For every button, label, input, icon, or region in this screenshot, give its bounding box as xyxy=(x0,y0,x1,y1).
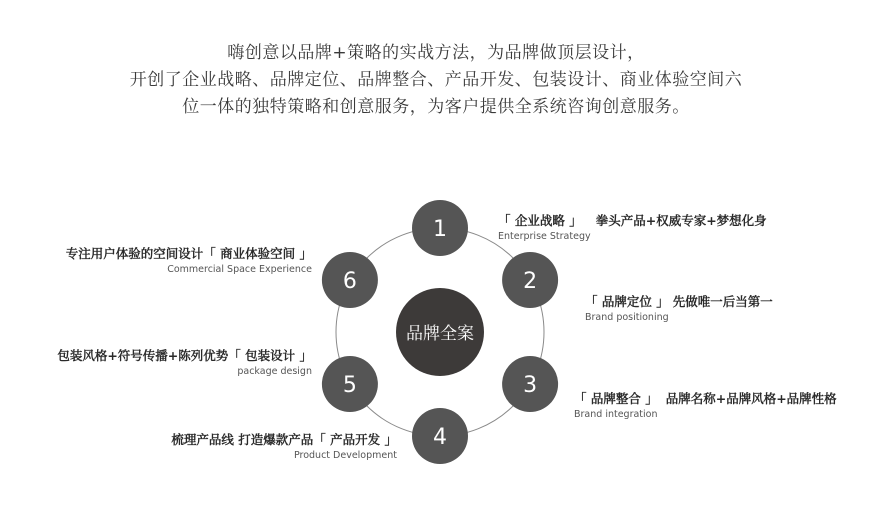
node-3-en: Brand integration xyxy=(574,409,658,420)
intro-line-1: 嗨创意以品牌+策略的实战方法，为品牌做顶层设计， xyxy=(227,43,645,63)
node-6-tag: 「 商业体验空间 」 xyxy=(203,246,312,261)
intro-line-3: 位一体的独特策略和创意服务，为客户提供全系统咨询创意服务。 xyxy=(182,97,690,117)
node-6-en: Commercial Space Experience xyxy=(167,264,312,275)
node-4-en: Product Development xyxy=(293,450,397,461)
node-2-en: Brand positioning xyxy=(585,312,669,323)
center-label: 品牌全案 xyxy=(406,324,474,344)
node-5-tag: 「 包装设计 」 xyxy=(228,348,312,363)
node-5-desc: 包装风格+符号传播+陈列优势 xyxy=(57,348,229,363)
node-2-tag: 「 品牌定位 」 xyxy=(585,294,669,309)
node-1-label xyxy=(498,213,767,244)
intro-line-2: 开创了企业战略、品牌定位、品牌整合、产品开发、包装设计、商业体验空间六 xyxy=(129,70,743,90)
node-1-en: Enterprise Strategy xyxy=(498,231,591,242)
node-2-number: 2 xyxy=(523,269,538,294)
node-6-desc: 专注用户体验的空间设计 xyxy=(65,246,204,261)
node-4-number: 4 xyxy=(433,425,447,450)
node-5-label xyxy=(57,348,312,379)
node-6-number: 6 xyxy=(342,269,357,294)
node-2-desc: 先做唯一后当第一 xyxy=(672,294,773,309)
node-6-label xyxy=(66,246,312,277)
node-1-desc: 拳头产品+权威专家+梦想化身 xyxy=(595,213,767,228)
node-5-number: 5 xyxy=(342,373,357,398)
node-4-desc: 梳理产品线 打造爆款产品 xyxy=(171,432,314,447)
node-5-en: package design xyxy=(237,366,312,377)
node-3-label xyxy=(574,391,837,422)
node-4-label xyxy=(171,432,397,463)
node-2-label xyxy=(585,294,773,325)
node-1-tag: 「 企业战略 」 xyxy=(498,213,582,228)
node-1-number: 1 xyxy=(433,217,447,242)
node-4-tag: 「 产品开发 」 xyxy=(313,432,397,447)
node-3-desc: 品牌名称+品牌风格+品牌性格 xyxy=(665,391,837,406)
node-3-number: 3 xyxy=(523,373,538,398)
node-3-tag: 「 品牌整合 」 xyxy=(574,391,658,406)
